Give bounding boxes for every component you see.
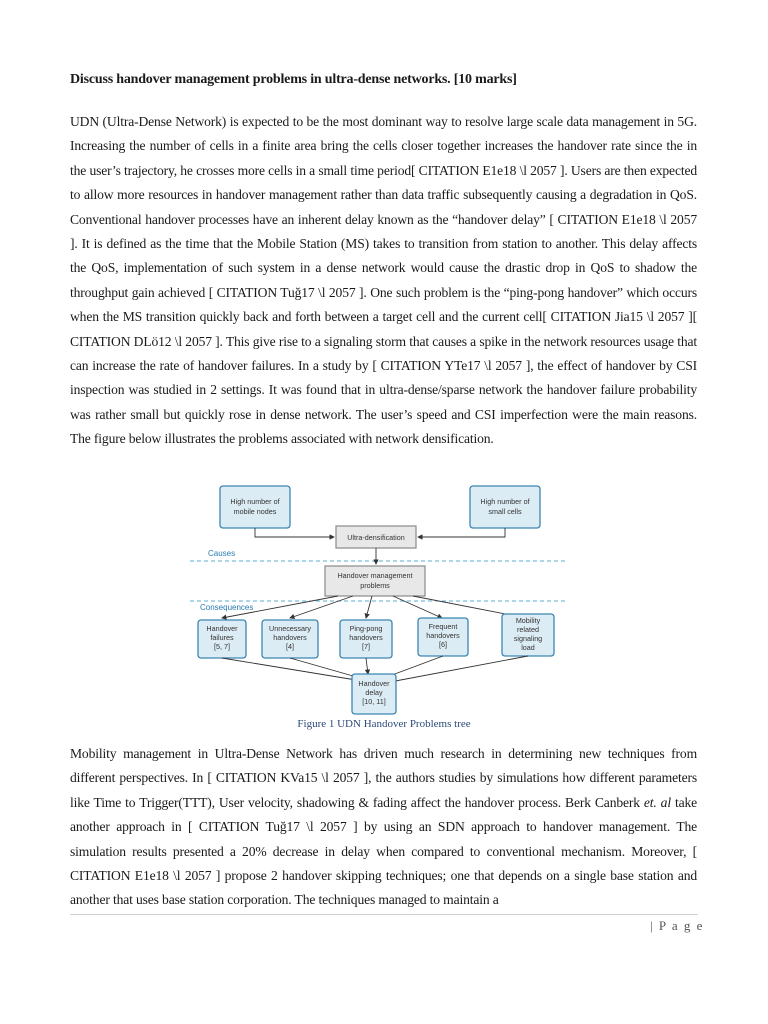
causes-label: Causes: [208, 549, 236, 558]
footer-divider: [70, 914, 698, 915]
c3-line-1: Ping-pong: [349, 624, 383, 633]
center-label: Ultra-densification: [347, 533, 405, 542]
c2-line-2: handovers: [273, 633, 307, 642]
c1-line-2: failures: [210, 633, 234, 642]
delay-line-1: Handover: [358, 679, 390, 688]
problem-line-2: problems: [360, 581, 390, 590]
c5-line-4: load: [521, 643, 535, 652]
delay-line-3: [10, 11]: [362, 697, 386, 706]
cause-right-line-2: small cells: [488, 507, 522, 516]
consequences-label: Consequences: [200, 603, 254, 612]
paragraph-2-text-b: take another approach in [ CITATION Tuğ17 \l 2057 ] by using an SDN approach to handover management. The simulation results presented a 20% decrease in delay when compared to conventional mechanism. Moreover, [ CITATION E1e18 \l 2057 ] propose 2 handover skipping techniques; one that depends on a single base station and another that uses base station corporation. The techniques managed to maintain a: [70, 794, 697, 908]
delay-line-2: delay: [365, 688, 383, 697]
cause-left-line-1: High number of: [230, 497, 280, 506]
handover-problems-figure: [188, 484, 568, 716]
c5-line-3: signaling: [513, 634, 543, 643]
problems-tree-diagram: [188, 484, 568, 716]
c4-line-2: handovers: [426, 631, 460, 640]
paragraph-2-text-a: Mobility management in Ultra-Dense Network has driven much research in determining new techniques from different perspectives. In [ CITATION KVa15 \l 2057 ], the authors studies by simulations how different parameters like Time to Trigger(TTT), User velocity, shadowing & fading affect the handover process. Berk Canberk: [70, 746, 697, 810]
body-paragraph-1: UDN (Ultra-Dense Network) is expected to be the most dominant way to resolve large scale data management in 5G. Increasing the number of cells in a finite area bring the cells closer together increases the handover rate since the in the user’s trajectory, he crosses more cells in a small time period[ CITATION E1e18 \l 2057 ]. Users are then expected to allow more resources in handover management rather than data traffic subsequently causing a degradation in QoS. Conventional handover processes have an inherent delay known as the “handover delay” [ CITATION E1e18 \l 2057 ]. It is defined as the time that the Mobile Station (MS) takes to transition from station to another. This delay affects the QoS, implementation of such system in a dense network would cause the drastic drop in QoS to shadow the throughput gain achieved [ CITATION Tuğ17 \l 2057 ]. One such problem is the “ping-pong handover” which occurs when the MS transition quickly back and forth between a target cell and the current cell[ CITATION Jia15 \l 2057 ][ CITATION DLö12 \l 2057 ]. This give rise to a signaling storm that causes a spike in the network resources usage that can increase the rate of handover failures. In a study by [ CITATION YTe17 \l 2057 ], the effect of handover by CSI inspection was studied in 2 settings. It was found that in ultra-dense/sparse network the handover failure probability was rather small but quickly rose in dense network. The user’s speed and CSI imperfection were the main reasons. The figure below illustrates the problems associated with network densification.: [70, 114, 697, 447]
figure-caption: Figure 1 UDN Handover Problems tree: [297, 718, 471, 730]
c5-line-1: Mobility: [515, 616, 541, 625]
c2-line-1: Unnecessary: [269, 624, 311, 633]
c5-line-2: related: [517, 625, 539, 634]
page-footer: | P a g e: [650, 918, 704, 933]
c2-line-3: [4]: [286, 642, 294, 651]
c1-line-3: [5, 7]: [214, 642, 230, 651]
c1-line-1: Handover: [206, 624, 238, 633]
paragraph-2-italic: et. al: [643, 794, 671, 810]
problem-line-1: Handover management: [337, 571, 413, 580]
c4-line-1: Frequent: [428, 622, 458, 631]
c4-line-3: [6]: [439, 640, 447, 649]
section-heading: Discuss handover management problems in ultra-dense networks. [10 marks]: [70, 72, 517, 87]
body-paragraph-2: [70, 742, 697, 913]
cause-left-line-2: mobile nodes: [233, 507, 277, 516]
c3-line-3: [7]: [362, 642, 370, 651]
c3-line-2: handovers: [349, 633, 383, 642]
cause-right-line-1: High number of: [480, 497, 530, 506]
